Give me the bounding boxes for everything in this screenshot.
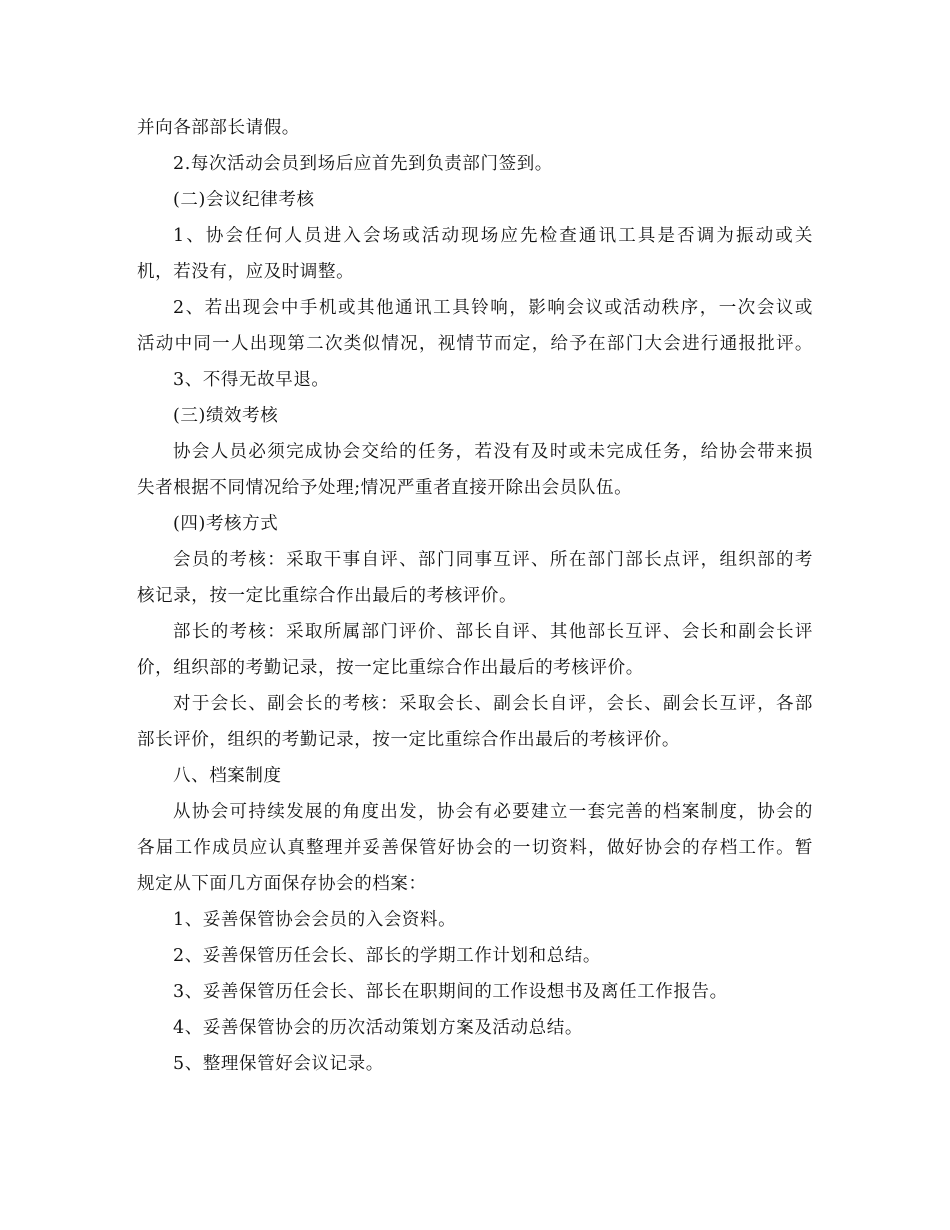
paragraph-line: 协会人员必须完成协会交给的任务，若没有及时或未完成任务，给协会带来损	[173, 442, 813, 462]
list-item: 1、妥善保管协会会员的入会资料。	[173, 910, 457, 930]
list-item: 2、妥善保管历任会长、部长的学期工作计划和总结。	[173, 946, 602, 966]
section-heading: (四)考核方式	[173, 514, 279, 534]
paragraph-line: 规定从下面几方面保存协会的档案：	[137, 874, 427, 894]
paragraph-line: 会员的考核：采取干事自评、部门同事互评、所在部门部长点评，组织部的考	[173, 550, 813, 570]
section-heading: (三)绩效考核	[173, 406, 279, 426]
paragraph-line: 机，若没有，应及时调整。	[137, 262, 355, 282]
paragraph-line: 2、若出现会中手机或其他通讯工具铃响，影响会议或活动秩序，一次会议或	[173, 298, 813, 318]
document-body	[137, 110, 813, 1082]
paragraph-line: 2.每次活动会员到场后应首先到负责部门签到。	[173, 154, 553, 174]
paragraph-line: 对于会长、副会长的考核：采取会长、副会长自评，会长、副会长互评，各部	[173, 694, 813, 714]
paragraph-line: 并向各部部长请假。	[137, 118, 300, 138]
paragraph-line: 各届工作成员应认真整理并妥善保管好协会的一切资料，做好协会的存档工作。暂	[137, 838, 813, 858]
paragraph-line: 从协会可持续发展的角度出发，协会有必要建立一套完善的档案制度，协会的	[173, 802, 813, 822]
paragraph-line: 3、不得无故早退。	[173, 370, 330, 390]
section-heading: (二)会议纪律考核	[173, 190, 315, 210]
paragraph-line: 价，组织部的考勤记录，按一定比重综合作出最后的考核评价。	[137, 658, 644, 678]
paragraph-line: 失者根据不同情况给予处理;情况严重者直接开除出会员队伍。	[137, 478, 633, 498]
paragraph-line: 活动中同一人出现第二次类似情况，视情节而定，给予在部门大会进行通报批评。	[137, 334, 813, 354]
section-heading: 八、档案制度	[173, 766, 282, 786]
list-item: 4、妥善保管协会的历次活动策划方案及活动总结。	[173, 1018, 583, 1038]
list-item: 3、妥善保管历任会长、部长在职期间的工作设想书及离任工作报告。	[173, 982, 728, 1002]
paragraph-line: 核记录，按一定比重综合作出最后的考核评价。	[137, 586, 518, 606]
paragraph-line: 部长的考核：采取所属部门评价、部长自评、其他部长互评、会长和副会长评	[173, 622, 813, 642]
paragraph-line: 1、协会任何人员进入会场或活动现场应先检查通讯工具是否调为振动或关	[173, 226, 813, 246]
paragraph-line: 部长评价，组织的考勤记录，按一定比重综合作出最后的考核评价。	[137, 730, 680, 750]
list-item: 5、整理保管好会议记录。	[173, 1054, 384, 1074]
